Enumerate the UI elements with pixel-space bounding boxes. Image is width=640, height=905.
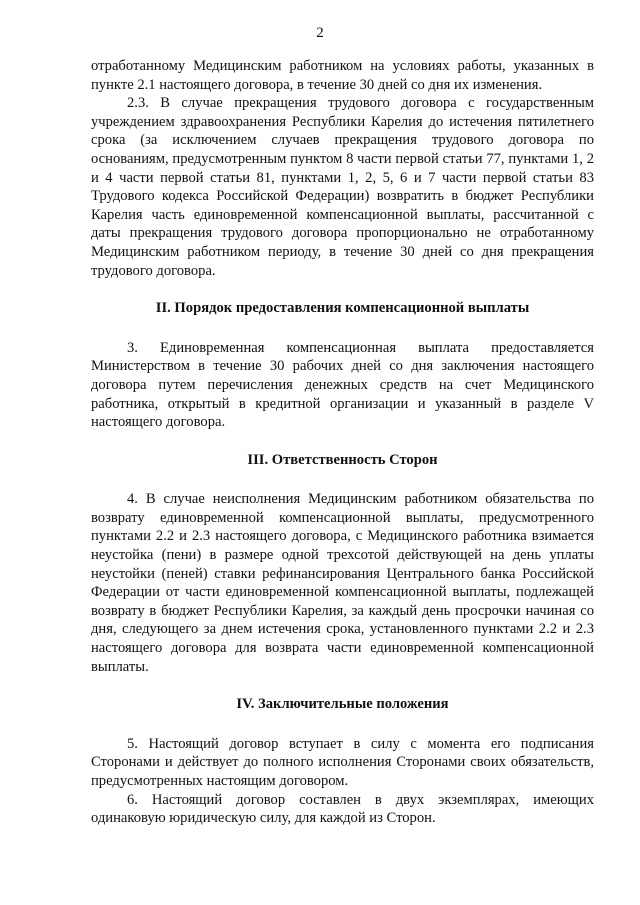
section-heading-4: IV. Заключительные положения bbox=[236, 696, 449, 713]
section-heading-3: III. Ответственность Сторон bbox=[247, 451, 438, 468]
document-body bbox=[91, 57, 594, 828]
section-heading-2: II. Порядок предоставления компенсационной выплаты bbox=[155, 300, 530, 317]
paragraph-2-3: 2.3. В случае прекращения трудового договора с государственным учреждением здравоохранения Республики Карелия до истечения пятилетнего срока (за исключением случаев прекращения трудового договора по основаниям, предусмотренным пунктом 8 части первой статьи 77, пунктами 1, 2 и 4 части первой статьи 81, пунктами 1, 2, 5, 6 и 7 части первой статьи 83 Трудового кодекса Российской Федерации) возвратить в бюджет Республики Карелия часть единовременной компенсационной выплаты, рассчитанной с даты прекращения трудового договора пропорционально не отработанному Медицинским работником периоду, в течение 30 дней со дня прекращения трудового договора. bbox=[91, 95, 594, 279]
paragraph-3: 3. Единовременная компенсационная выплата предоставляется Министерством в течение 30 рабочих дней со дня заключения настоящего договора путем перечисления денежных средств на счет Медицинского работника, открытый в кредитной организации и указанный в разделе V настоящего договора. bbox=[91, 339, 594, 431]
page-number: 2 bbox=[316, 25, 324, 41]
paragraph-6: 6. Настоящий договор составлен в двух экземплярах, имеющих одинаковую юридическую силу, для каждой из Сторон. bbox=[91, 791, 594, 827]
paragraph-5: 5. Настоящий договор вступает в силу с момента его подписания Сторонами и действует до полного исполнения Сторонами своих обязательств, предусмотренных настоящим договором. bbox=[91, 735, 594, 789]
paragraph-4: 4. В случае неисполнения Медицинским работником обязательства по возврату единовременной компенсационной выплаты, предусмотренного пунктами 2.2 и 2.3 настоящего договора, с Медицинского работника взимается неустойка (пени) в размере одной трехсотой действующей на день уплаты неустойки (пеней) ставки рефинансирования Центрального банка Российской Федерации от части единовременной компенсационной выплаты, подлежащей возврату в бюджет Республики Карелия, за каждый день просрочки начиная со дня, следующего за днем истечения срока, установленного пунктами 2.2 и 2.3 настоящего договора для возврата части единовременной компенсационной выплаты. bbox=[91, 491, 594, 675]
paragraph-continuation: отработанному Медицинским работником на условиях работы, указанных в пункте 2.1 настоящего договора, в течение 30 дней со дня их изменения. bbox=[91, 58, 594, 93]
